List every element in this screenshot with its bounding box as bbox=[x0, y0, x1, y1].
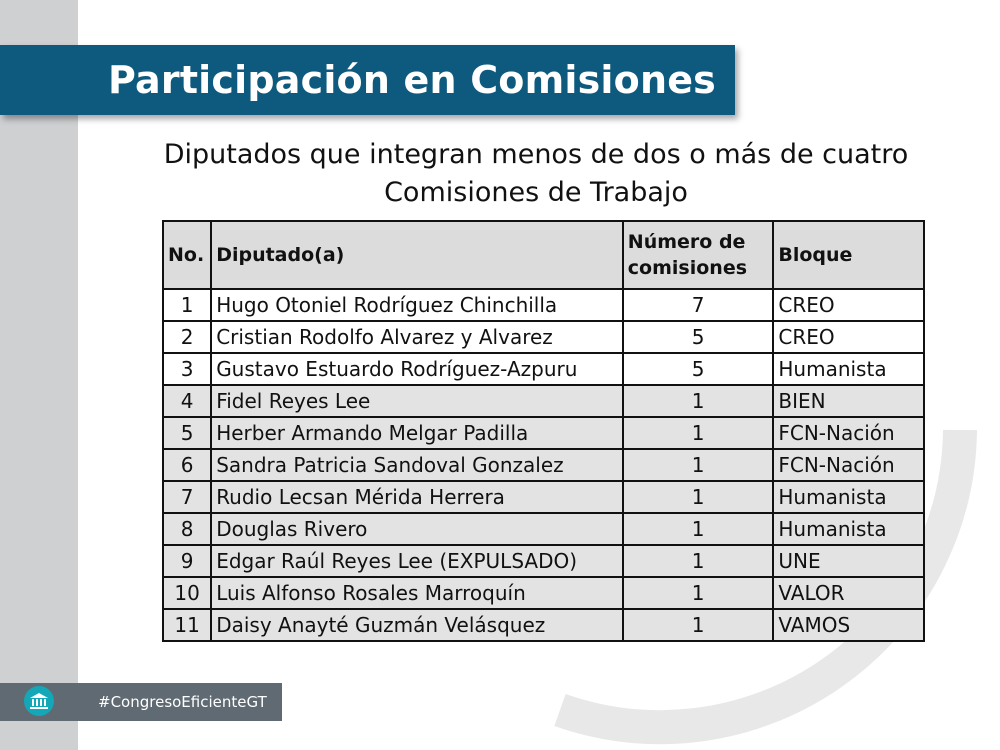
header-numero-line-1: Número de bbox=[627, 231, 746, 253]
cell-numero: 1 bbox=[623, 545, 774, 577]
cell-bloque: VALOR bbox=[773, 577, 924, 609]
cell-diputado: Luis Alfonso Rosales Marroquín bbox=[211, 577, 623, 609]
cell-numero: 1 bbox=[623, 513, 774, 545]
cell-diputado: Cristian Rodolfo Alvarez y Alvarez bbox=[211, 321, 623, 353]
cell-no: 3 bbox=[163, 353, 211, 385]
table-row bbox=[163, 545, 924, 577]
cell-numero: 1 bbox=[623, 385, 774, 417]
table-row bbox=[163, 577, 924, 609]
table-row bbox=[163, 385, 924, 417]
cell-numero: 5 bbox=[623, 353, 774, 385]
table-row bbox=[163, 481, 924, 513]
cell-no: 8 bbox=[163, 513, 211, 545]
table-row bbox=[163, 609, 924, 641]
table-row bbox=[163, 513, 924, 545]
cell-diputado: Sandra Patricia Sandoval Gonzalez bbox=[211, 449, 623, 481]
table-header-row bbox=[163, 221, 924, 289]
cell-no: 9 bbox=[163, 545, 211, 577]
header-bloque: Bloque bbox=[773, 221, 924, 289]
cell-diputado: Rudio Lecsan Mérida Herrera bbox=[211, 481, 623, 513]
cell-bloque: FCN-Nación bbox=[773, 449, 924, 481]
cell-bloque: VAMOS bbox=[773, 609, 924, 641]
footer-hashtag: #CongresoEficienteGT bbox=[98, 693, 267, 711]
cell-bloque: CREO bbox=[773, 289, 924, 321]
cell-no: 11 bbox=[163, 609, 211, 641]
table-row bbox=[163, 321, 924, 353]
cell-no: 1 bbox=[163, 289, 211, 321]
cell-bloque: UNE bbox=[773, 545, 924, 577]
subtitle-line-1: Diputados que integran menos de dos o más de cuatro bbox=[163, 139, 909, 170]
cell-numero: 1 bbox=[623, 609, 774, 641]
cell-numero: 1 bbox=[623, 481, 774, 513]
subtitle bbox=[160, 136, 912, 212]
cell-diputado: Hugo Otoniel Rodríguez Chinchilla bbox=[211, 289, 623, 321]
page-title: Participación en Comisiones bbox=[108, 58, 717, 102]
cell-diputado: Herber Armando Melgar Padilla bbox=[211, 417, 623, 449]
cell-no: 6 bbox=[163, 449, 211, 481]
cell-diputado: Fidel Reyes Lee bbox=[211, 385, 623, 417]
cell-diputado: Daisy Anayté Guzmán Velásquez bbox=[211, 609, 623, 641]
cell-bloque: Humanista bbox=[773, 513, 924, 545]
cell-bloque: Humanista bbox=[773, 353, 924, 385]
cell-numero: 1 bbox=[623, 417, 774, 449]
cell-bloque: Humanista bbox=[773, 481, 924, 513]
subtitle-line-2: Comisiones de Trabajo bbox=[384, 177, 688, 208]
cell-no: 10 bbox=[163, 577, 211, 609]
cell-diputado: Douglas Rivero bbox=[211, 513, 623, 545]
header-no: No. bbox=[163, 221, 211, 289]
cell-bloque: CREO bbox=[773, 321, 924, 353]
cell-numero: 5 bbox=[623, 321, 774, 353]
table-row bbox=[163, 417, 924, 449]
congress-building-icon bbox=[24, 686, 54, 716]
cell-no: 7 bbox=[163, 481, 211, 513]
cell-bloque: FCN-Nación bbox=[773, 417, 924, 449]
table-row bbox=[163, 449, 924, 481]
header-numero-line-2: comisiones bbox=[627, 257, 748, 279]
cell-numero: 1 bbox=[623, 449, 774, 481]
cell-diputado: Gustavo Estuardo Rodríguez-Azpuru bbox=[211, 353, 623, 385]
cell-no: 5 bbox=[163, 417, 211, 449]
cell-bloque: BIEN bbox=[773, 385, 924, 417]
header-numero bbox=[623, 221, 774, 289]
cell-numero: 7 bbox=[623, 289, 774, 321]
header-diputado: Diputado(a) bbox=[211, 221, 623, 289]
table-row bbox=[163, 289, 924, 321]
cell-no: 4 bbox=[163, 385, 211, 417]
cell-diputado: Edgar Raúl Reyes Lee (EXPULSADO) bbox=[211, 545, 623, 577]
table-row bbox=[163, 353, 924, 385]
commissions-table bbox=[162, 220, 925, 642]
cell-no: 2 bbox=[163, 321, 211, 353]
cell-numero: 1 bbox=[623, 577, 774, 609]
